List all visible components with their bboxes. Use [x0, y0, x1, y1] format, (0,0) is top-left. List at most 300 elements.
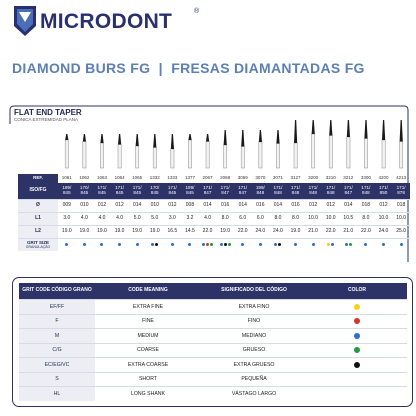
grit-dots [202, 243, 213, 246]
microdont-logo [12, 4, 212, 44]
diameter-cell: 012 [375, 200, 393, 213]
iso-cell [93, 183, 111, 200]
iso-cell [58, 183, 76, 200]
iso-cell [269, 183, 287, 200]
ref-cell: 4213 [396, 175, 407, 181]
color-dot-red [354, 318, 360, 324]
grit-cell [375, 239, 393, 252]
iso-label: ISO/FG [18, 183, 58, 200]
grit-dots [382, 243, 385, 246]
diameter-cell: 014 [234, 200, 252, 213]
diameter-cell: 010 [76, 200, 94, 213]
grit-dot-green [349, 243, 352, 246]
grit-dots [345, 243, 352, 246]
color-dot-black [354, 362, 360, 368]
grit-label [18, 239, 58, 252]
iso-part: 171/ [361, 185, 371, 191]
legend-row [19, 372, 407, 387]
grit-dot-blue [220, 243, 223, 246]
legend-significado: PEQUEÑA [201, 372, 307, 387]
iso-part: 199/ [255, 185, 265, 191]
diameter-cell: 014 [128, 200, 146, 213]
iso-part: 848 [362, 190, 370, 195]
grit-dot-green [210, 243, 213, 246]
bur-11 [241, 130, 244, 168]
diameter-cell: 018 [357, 200, 375, 213]
grit-cell [287, 239, 305, 252]
grit-cell [58, 239, 76, 252]
grit-dots [274, 243, 281, 246]
grit-dot-black [224, 243, 227, 246]
ref-cell: 2067 [202, 175, 213, 181]
grit-dot-blue [100, 243, 103, 246]
l1-cell: 8.0 [357, 213, 375, 226]
grit-dots [327, 243, 334, 246]
grit-dots [171, 243, 174, 246]
iso-cell [375, 183, 393, 200]
iso-part: 847 [203, 190, 212, 195]
iso-part: 171/ [203, 185, 213, 191]
grit-dots [400, 243, 403, 246]
bur-1 [65, 134, 68, 168]
legend-code: EC/EG/VC [19, 358, 95, 373]
bur-7 [171, 134, 174, 168]
ref-cell: 3300 [360, 175, 371, 181]
ref-cell: 1061 [61, 175, 72, 181]
grit-dot-blue [171, 243, 174, 246]
legend-header-meaning: CODE MEANING [95, 283, 201, 300]
diameter-cell: 012 [164, 200, 182, 213]
bur-illustrations [8, 104, 410, 174]
ref-cell: 1064 [114, 175, 125, 181]
l2-cell: 21.0 [340, 226, 358, 239]
legend-meaning: EXTRA FINE [95, 300, 201, 315]
l1-cell: 4.0 [93, 213, 111, 226]
iso-part: 845 [133, 190, 141, 195]
grit-label-sub: GRANULAÇÃO [25, 244, 51, 249]
iso-cell [216, 183, 234, 200]
diameter-row [18, 200, 410, 213]
bur-13 [276, 130, 279, 168]
grit-dot-yellow [327, 243, 330, 246]
iso-part: 845 [150, 190, 159, 195]
color-dot-green [354, 347, 360, 353]
iso-part: 847 [344, 190, 353, 195]
legend-code: HL [19, 387, 95, 401]
grit-cell [304, 239, 322, 252]
l2-label: L2 [18, 226, 58, 239]
legend-color [307, 314, 407, 329]
l1-cell: 3.2 [181, 213, 199, 226]
grit-dot-blue [345, 243, 348, 246]
diameter-cell: 018 [392, 200, 410, 213]
iso-part: 171/ [115, 185, 125, 191]
legend-meaning: FINE [95, 314, 201, 329]
ref-cell: 4200 [378, 175, 389, 181]
legend-significado: VÁSTAGO LARGO [201, 387, 307, 401]
legend-meaning: SHORT [95, 372, 201, 387]
grit-cell [128, 239, 146, 252]
iso-part: 848 [274, 190, 282, 195]
legend-significado: EXTRA FINO [201, 300, 307, 315]
legend-meaning: EXTRA COARSE [95, 358, 201, 373]
l1-cell: 5.0 [146, 213, 164, 226]
ref-cell: 3070 [255, 175, 266, 181]
l1-cell: 4.0 [111, 213, 129, 226]
grit-dots [188, 243, 191, 246]
grit-dots [65, 243, 68, 246]
grit-cell [181, 239, 199, 252]
grit-dot-red [206, 243, 209, 246]
grit-dot-black [278, 243, 281, 246]
l2-cell: 19.0 [93, 226, 111, 239]
grit-row [18, 239, 410, 252]
ref-cell: 3071 [272, 175, 283, 181]
l2-cell: 16.5 [164, 226, 182, 239]
iso-part: 847 [221, 190, 229, 195]
iso-cell [322, 183, 340, 200]
legend-row [19, 300, 407, 315]
grit-dots [220, 243, 231, 246]
iso-cell [164, 183, 182, 200]
l2-cell: 19.0 [146, 226, 164, 239]
grit-cell [76, 239, 94, 252]
iso-part: 845 [168, 190, 177, 195]
grit-cell [234, 239, 252, 252]
iso-part: 171/ [379, 185, 388, 191]
l1-cell: 10.0 [375, 213, 393, 226]
legend-color [307, 300, 407, 315]
iso-part: 171/ [220, 185, 230, 191]
grit-dot-blue [118, 243, 121, 246]
bur-8 [188, 134, 191, 168]
grit-dot-blue [364, 243, 367, 246]
bur-4 [118, 134, 121, 168]
l1-cell: 4.0 [199, 213, 217, 226]
iso-part: 170/ [150, 185, 160, 191]
legend-code: M [19, 329, 95, 344]
l2-cell: 24.0 [375, 226, 393, 239]
diameter-cell: 012 [93, 200, 111, 213]
ref-cell: 1333 [167, 175, 178, 181]
l1-cell: 10.0 [304, 213, 322, 226]
l2-cell: 25.0 [392, 226, 410, 239]
bur-9 [206, 134, 209, 168]
bur-20 [400, 120, 403, 168]
grit-dots [312, 243, 315, 246]
iso-cell [357, 183, 375, 200]
section-subtitle: CONICA EXTREMIDAD PLANA [14, 117, 79, 122]
ref-cell: 3069 [237, 175, 248, 181]
ref-cell: 1332 [149, 175, 160, 181]
grit-cell [340, 239, 358, 252]
l2-cell: 22.0 [199, 226, 217, 239]
iso-part: 847 [238, 190, 247, 195]
registered-mark: ® [194, 8, 200, 15]
grit-dot-blue [83, 243, 86, 246]
legend-meaning: MEDIUM [95, 329, 201, 344]
iso-part: 845 [80, 190, 89, 195]
grit-dots [241, 243, 244, 246]
legend-color [307, 329, 407, 344]
l1-cell: 6.0 [234, 213, 252, 226]
grit-cell [164, 239, 182, 252]
l1-cell: 10.0 [322, 213, 340, 226]
legend-code: C/G [19, 343, 95, 358]
grit-dot-blue [274, 243, 277, 246]
legend-row [19, 343, 407, 358]
grit-dot-blue [136, 243, 139, 246]
diameter-cell: 016 [287, 200, 305, 213]
ref-cell: 3210 [325, 175, 336, 181]
grit-legend-card [12, 277, 413, 407]
ref-cell: 3127 [290, 175, 301, 181]
legend-row [19, 329, 407, 344]
grit-cell [216, 239, 234, 252]
bur-2 [83, 134, 86, 168]
iso-part: 171/ [396, 185, 406, 191]
iso-part: 848 [256, 190, 265, 195]
iso-cell [304, 183, 322, 200]
iso-part: 848 [291, 190, 300, 195]
iso-part: 171/ [326, 185, 336, 191]
diameter-cell: 014 [199, 200, 217, 213]
l2-cell: 19.0 [111, 226, 129, 239]
iso-part: 171/ [343, 185, 353, 191]
grit-cell [146, 239, 164, 252]
iso-part: 848 [326, 190, 335, 195]
ref-cell: 1063 [96, 175, 107, 181]
legend-color [307, 372, 407, 387]
bur-18 [364, 120, 367, 168]
diameter-cell: 012 [322, 200, 340, 213]
iso-part: 171/ [238, 185, 248, 191]
grit-cell [357, 239, 375, 252]
section-title: FLAT END TAPER [14, 108, 82, 117]
l2-cell: 19.0 [287, 226, 305, 239]
bur-15 [312, 120, 315, 168]
diameter-cell: 016 [252, 200, 270, 213]
grit-dots [100, 243, 103, 246]
l2-cell: 14.5 [181, 226, 199, 239]
grit-dot-black [155, 243, 158, 246]
legend-body [19, 300, 407, 401]
legend-row [19, 358, 407, 373]
l1-cell: 3.0 [58, 213, 76, 226]
grit-dot-blue [382, 243, 385, 246]
bur-3 [100, 134, 103, 168]
bur-6 [153, 134, 156, 168]
bur-12 [259, 130, 262, 168]
legend-color [307, 343, 407, 358]
grit-dots [136, 243, 139, 246]
grit-dots [364, 243, 367, 246]
iso-cell [340, 183, 358, 200]
iso-part: 850 [379, 190, 388, 195]
l2-cell: 24.0 [269, 226, 287, 239]
iso-part: 171/ [167, 185, 177, 191]
iso-part: 171/ [97, 185, 107, 191]
l2-cell: 22.0 [322, 226, 340, 239]
legend-meaning: COARSE [95, 343, 201, 358]
diameter-cell: 012 [304, 200, 322, 213]
grit-dots [259, 243, 262, 246]
iso-cell [287, 183, 305, 200]
iso-cell [181, 183, 199, 200]
legend-significado: FINO [201, 314, 307, 329]
ref-cell: 3212 [343, 175, 354, 181]
ref-row [18, 174, 410, 183]
legend-color [307, 387, 407, 401]
l1-cell: 8.0 [269, 213, 287, 226]
l1-cell: 8.0 [287, 213, 305, 226]
l2-cell: 21.0 [304, 226, 322, 239]
l2-row [18, 226, 410, 239]
diameter-cell: 009 [58, 200, 76, 213]
legend-row [19, 387, 407, 401]
ref-cell: 1377 [184, 175, 195, 181]
iso-part: 199/ [185, 185, 195, 191]
grit-cell [269, 239, 287, 252]
l2-cell: 22.0 [357, 226, 375, 239]
grit-legend-table [19, 283, 407, 401]
legend-code: EF/FF [19, 300, 95, 315]
l1-cell: 3.0 [164, 213, 182, 226]
legend-row [19, 314, 407, 329]
l1-cell: 10.5 [340, 213, 358, 226]
iso-part: 878 [397, 190, 405, 195]
l1-cell: 8.0 [216, 213, 234, 226]
grit-dot-blue [294, 243, 297, 246]
grit-dot-blue [241, 243, 244, 246]
iso-part: 845 [98, 190, 106, 195]
iso-part: 171/ [291, 185, 300, 191]
bur-17 [347, 120, 350, 168]
grit-dot-blue [312, 243, 315, 246]
grit-cell [199, 239, 217, 252]
iso-part: 845 [62, 190, 71, 195]
legend-code: S [19, 372, 95, 387]
legend-significado: GRUESO [201, 343, 307, 358]
iso-part: 171/ [273, 185, 283, 191]
iso-part: 845 [115, 190, 124, 195]
iso-part: 171/ [308, 185, 318, 191]
ref-label: REF. [18, 174, 58, 183]
legend-significado: MEDIANO [201, 329, 307, 344]
grit-dot-blue [188, 243, 191, 246]
iso-part: 171/ [132, 185, 142, 191]
iso-part: 848 [309, 190, 317, 195]
diameter-cell: 014 [269, 200, 287, 213]
microdont-logo-mark [12, 4, 38, 38]
l1-cell: 4.0 [76, 213, 94, 226]
bur-10 [224, 130, 227, 168]
l2-cell: 19.0 [58, 226, 76, 239]
grit-cell [93, 239, 111, 252]
iso-part: 845 [186, 190, 194, 195]
legend-significado: EXTRA GRUESO [201, 358, 307, 373]
grit-dots [118, 243, 121, 246]
l2-cell: 24.0 [252, 226, 270, 239]
grit-dot-green [228, 243, 231, 246]
color-dot-yellow [354, 304, 360, 310]
iso-part: 199/ [62, 185, 72, 191]
legend-header-row [19, 283, 407, 300]
diameter-label: Ø [18, 200, 58, 213]
iso-cell [234, 183, 252, 200]
diameter-cell: 008 [181, 200, 199, 213]
l1-cell: 5.0 [128, 213, 146, 226]
grit-dot-blue [202, 243, 205, 246]
ref-cell: 3200 [308, 175, 319, 181]
bur-14 [294, 120, 297, 168]
grit-label-en: GRIT SIZE [26, 239, 49, 245]
page-title: DIAMOND BURS FG | FRESAS DIAMANTADAS FG [12, 60, 365, 76]
diameter-cell: 016 [216, 200, 234, 213]
l2-cell: 22.0 [234, 226, 252, 239]
brand-name: MICRODONT [40, 10, 173, 33]
product-card [8, 104, 410, 268]
grit-cell [252, 239, 270, 252]
bur-19 [382, 120, 385, 168]
iso-cell [76, 183, 94, 200]
l1-cell: 6.0 [252, 213, 270, 226]
ref-cell: 1065 [132, 175, 143, 181]
grit-dot-blue [259, 243, 262, 246]
l1-row [18, 213, 410, 226]
grit-cell [322, 239, 340, 252]
iso-cell [146, 183, 164, 200]
iso-part: 170/ [79, 185, 89, 191]
diameter-cell: 014 [340, 200, 358, 213]
iso-cell [128, 183, 146, 200]
l2-cell: 19.0 [76, 226, 94, 239]
legend-header-significado: SIGNIFICADO DEL CÓDIGO [201, 283, 307, 300]
legend-meaning: LONG SHANK [95, 387, 201, 401]
specs-table [18, 174, 410, 251]
bur-16 [329, 120, 332, 168]
grit-dots [83, 243, 86, 246]
legend-header-code: GRIT CODE CÓDIGO GRANO [19, 283, 95, 300]
grit-dots [294, 243, 297, 246]
diameter-cell: 010 [146, 200, 164, 213]
iso-cell [199, 183, 217, 200]
ref-cell: 1062 [79, 175, 90, 181]
iso-cell [252, 183, 270, 200]
diameter-cell: 012 [111, 200, 129, 213]
l1-label: L1 [18, 213, 58, 226]
l2-cell: 19.0 [216, 226, 234, 239]
iso-cell [392, 183, 410, 200]
iso-row [18, 183, 410, 200]
l2-cell: 19.0 [128, 226, 146, 239]
grit-dot-blue [400, 243, 403, 246]
l1-cell: 10.0 [392, 213, 410, 226]
bur-5 [136, 134, 139, 168]
grit-cell [392, 239, 410, 252]
grit-dot-blue [331, 243, 334, 246]
color-dot-blue [354, 333, 360, 339]
grit-dots [151, 243, 158, 246]
ref-cell: 2068 [220, 175, 231, 181]
grit-dot-blue [65, 243, 68, 246]
iso-cell [111, 183, 129, 200]
legend-header-color: COLOR [307, 283, 407, 300]
grit-dot-blue [151, 243, 154, 246]
legend-code: F [19, 314, 95, 329]
grit-cell [111, 239, 129, 252]
legend-color [307, 358, 407, 373]
